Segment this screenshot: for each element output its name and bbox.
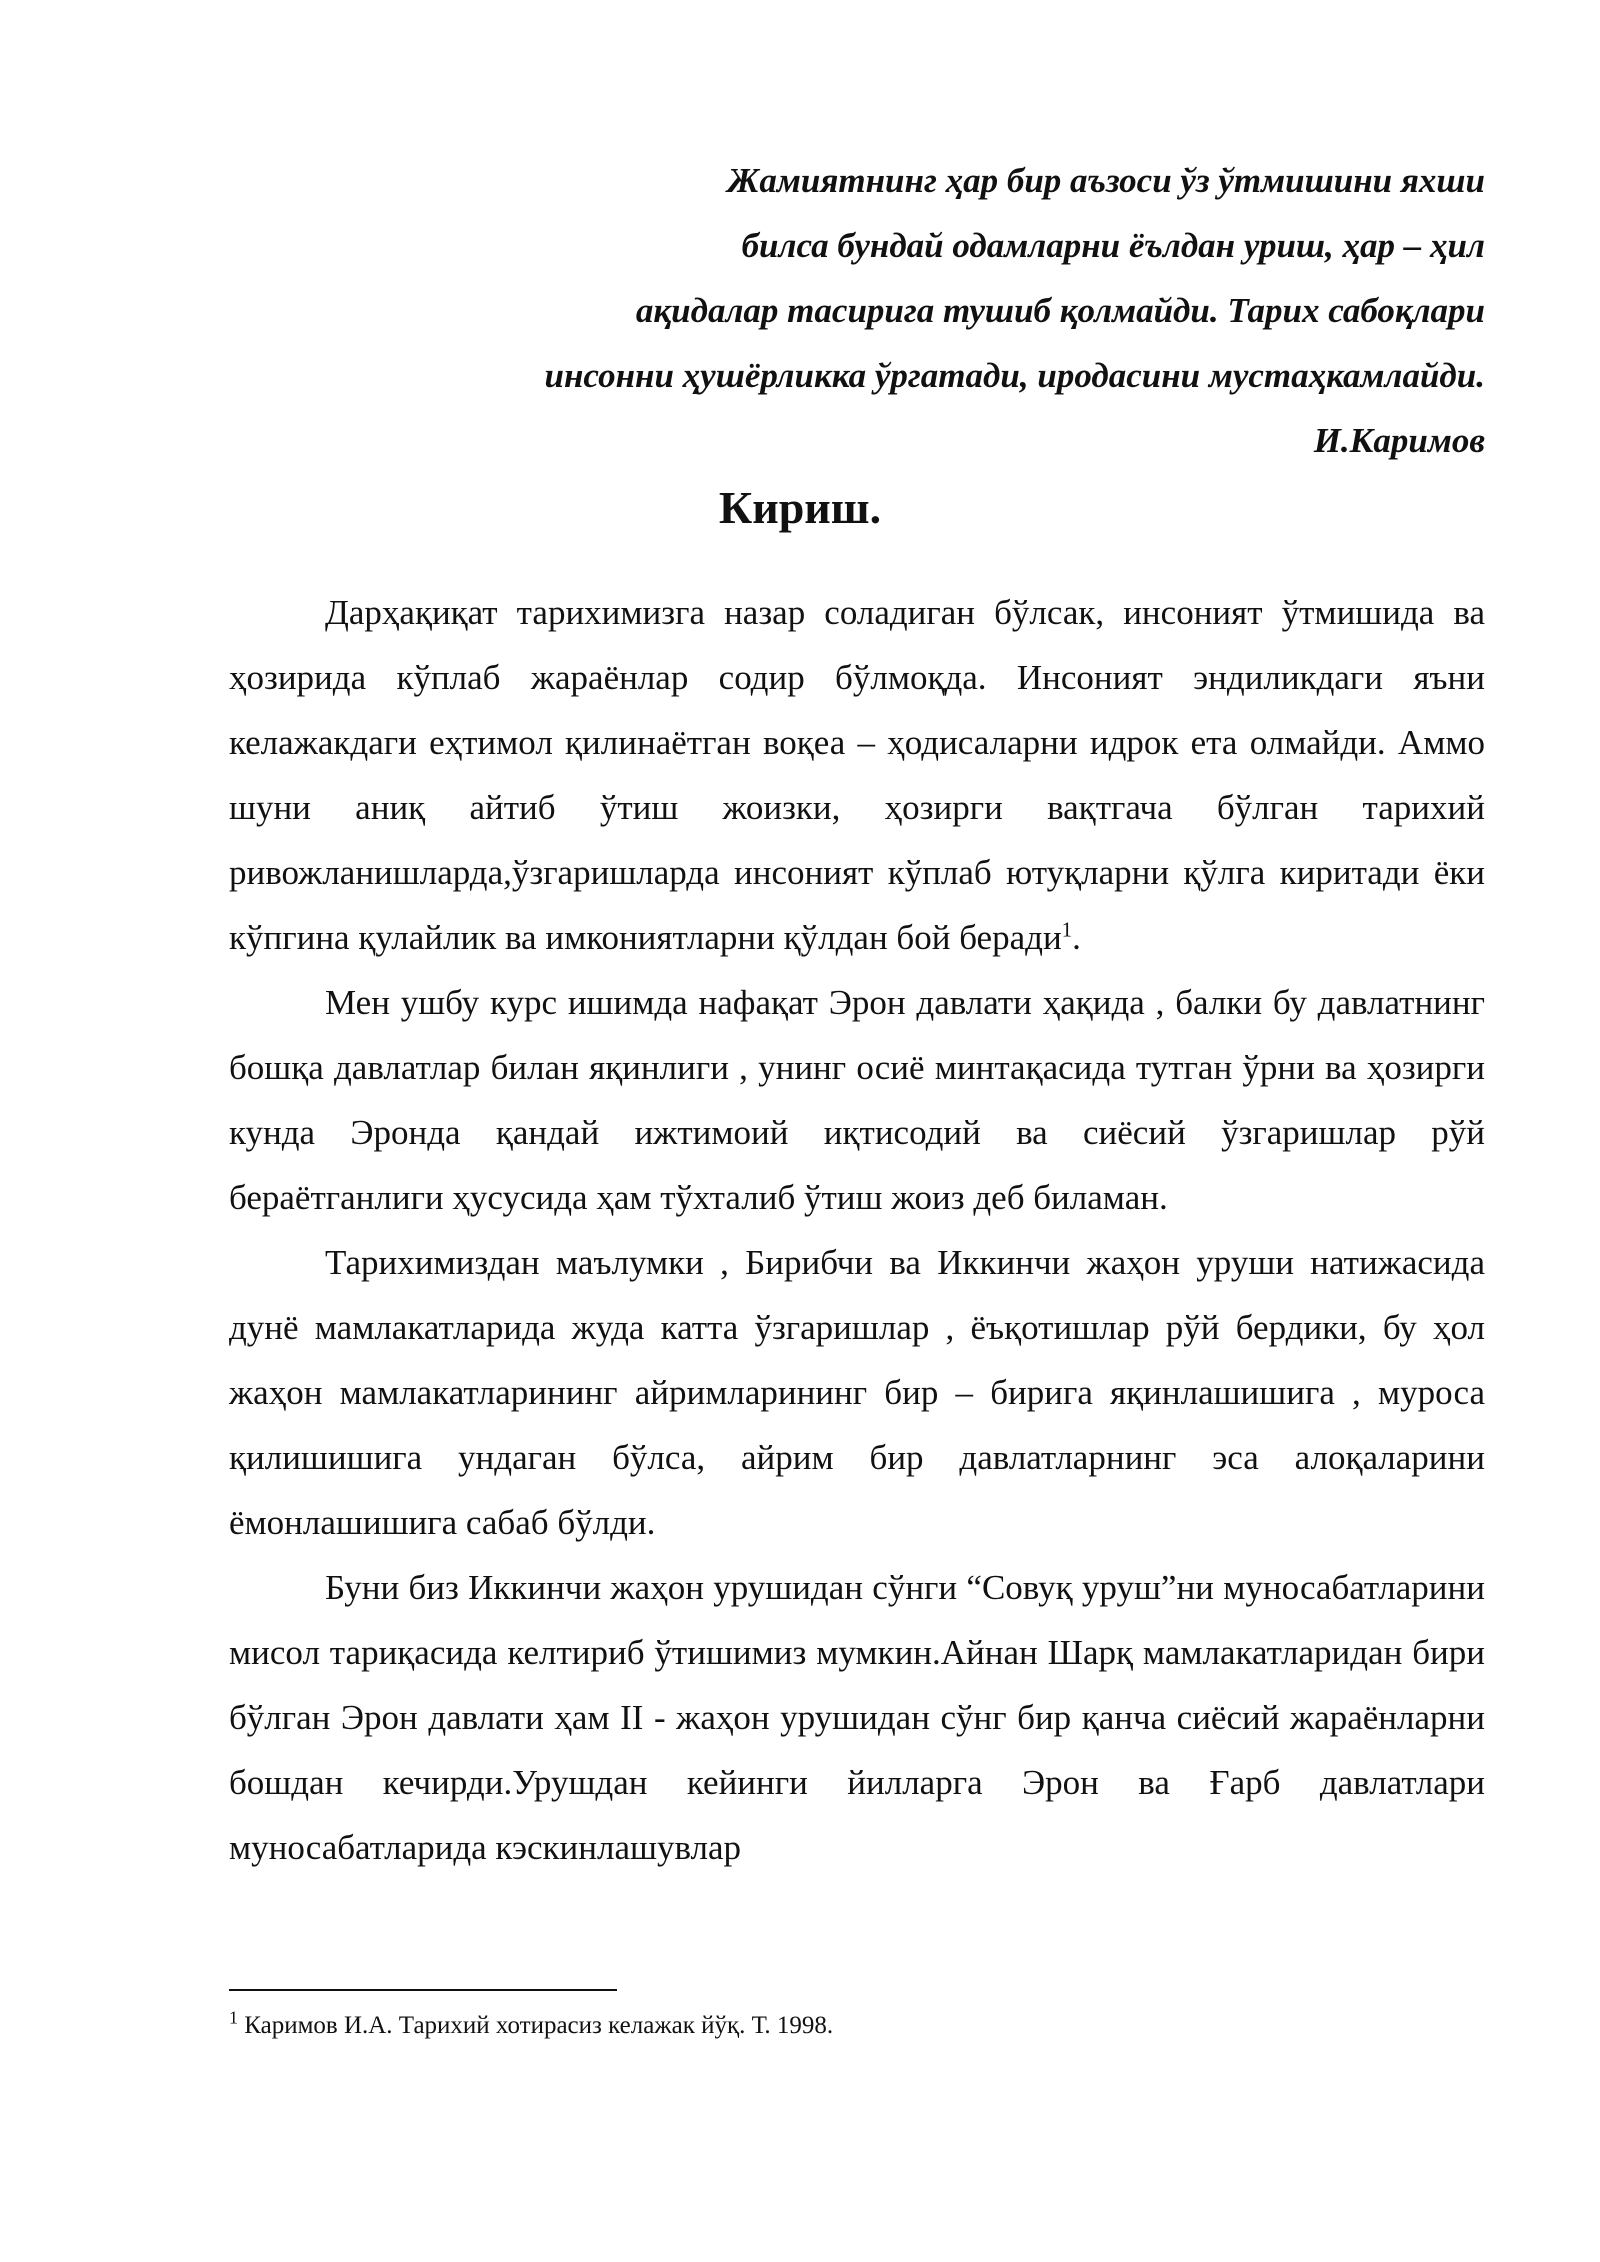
- paragraph: Тарихимиздан маълумки , Бирибчи ва Иккинчи жаҳон уруши натижасида дунё мамлакатларида жуда катта ўзгаришлар , ёъқотишлар рўй бердики, бу ҳол жаҳон мамлакатларининг айримларининг бир – бирига яқинлашишига , муроса қилишишига ундаган бўлса, айрим бир давлатларнинг эса алоқаларини ёмонлашишига сабаб бўлди.: [229, 1243, 1485, 1542]
- epigraph-line: билса бундай одамларни ёълдан уриш, ҳар – ҳил: [741, 226, 1485, 265]
- footnote-text: Каримов И.А. Тарихий хотирасиз келажак йўқ. Т. 1998.: [244, 2012, 834, 2039]
- epigraph-line: Жамиятнинг ҳар бир аъзоси ўз ўтмишини яхши: [727, 161, 1485, 200]
- paragraph: Буни биз Иккинчи жаҳон урушидан сўнги “Совуқ уруш”ни муносабатларини мисол тариқасида келтириб ўтишимиз мумкин.Айнан Шарқ мамлакатларидан бири бўлган Эрон давлати ҳам II - жаҳон урушидан сўнг бир қанча сиёсий жараёнларни бошдан кечирди.Урушдан кейинги йилларга Эрон ва Ғарб давлатлари муносабатларида кэскинлашувлар: [229, 1568, 1485, 1867]
- paragraph: Мен ушбу курс ишимда нафақат Эрон давлати ҳақида , балки бу давлатнинг бошқа давлатлар билан яқинлиги , унинг осиё минтақасида тутган ўрни ва ҳозирги кунда Эронда қандай ижтимоий иқтисодий ва сиёсий ўзгаришлар рўй бераётганлиги ҳусусида ҳам тўхталиб ўтиш жоиз деб биламан.: [229, 983, 1485, 1217]
- footnote-number: 1: [229, 2007, 238, 2028]
- epigraph: [545, 148, 1485, 473]
- section-heading: Кириш.: [718, 482, 882, 533]
- body-text: [229, 580, 1485, 1880]
- paragraph-text: Дарҳақиқат тарихимизга назар соладиган бўлсак, инсоният ўтмишида ва ҳозирида кўплаб жараёнлар содир бўлмоқда. Инсоният эндиликдаги яъни келажакдаги еҳтимол қилинаётган воқеа – ҳодисаларни идрок ета олмайди. Аммо шуни аниқ айтиб ўтиш жоизки, ҳозирги вақтгача бўлган тарихий ривожланишларда,ўзгаришларда инсоният кўплаб ютуқларни қўлга киритади ёки кўпгина қулайлик ва имкониятларни қўлдан бой беради: [229, 593, 1485, 957]
- epigraph-line: инсонни ҳушёрликка ўргатади, иродасини мустаҳкамлайди.: [544, 356, 1485, 395]
- footnote-reference[interactable]: 1: [1061, 917, 1073, 942]
- paragraph: [229, 580, 1485, 970]
- epigraph-line: ақидалар тасирига тушиб қолмайди. Тарих сабоқлари: [635, 291, 1485, 330]
- footnote-separator: [229, 1989, 617, 1991]
- footnote: [229, 2008, 833, 2044]
- epigraph-author: И.Каримов: [1313, 421, 1485, 460]
- paragraph-tail: .: [1072, 918, 1081, 957]
